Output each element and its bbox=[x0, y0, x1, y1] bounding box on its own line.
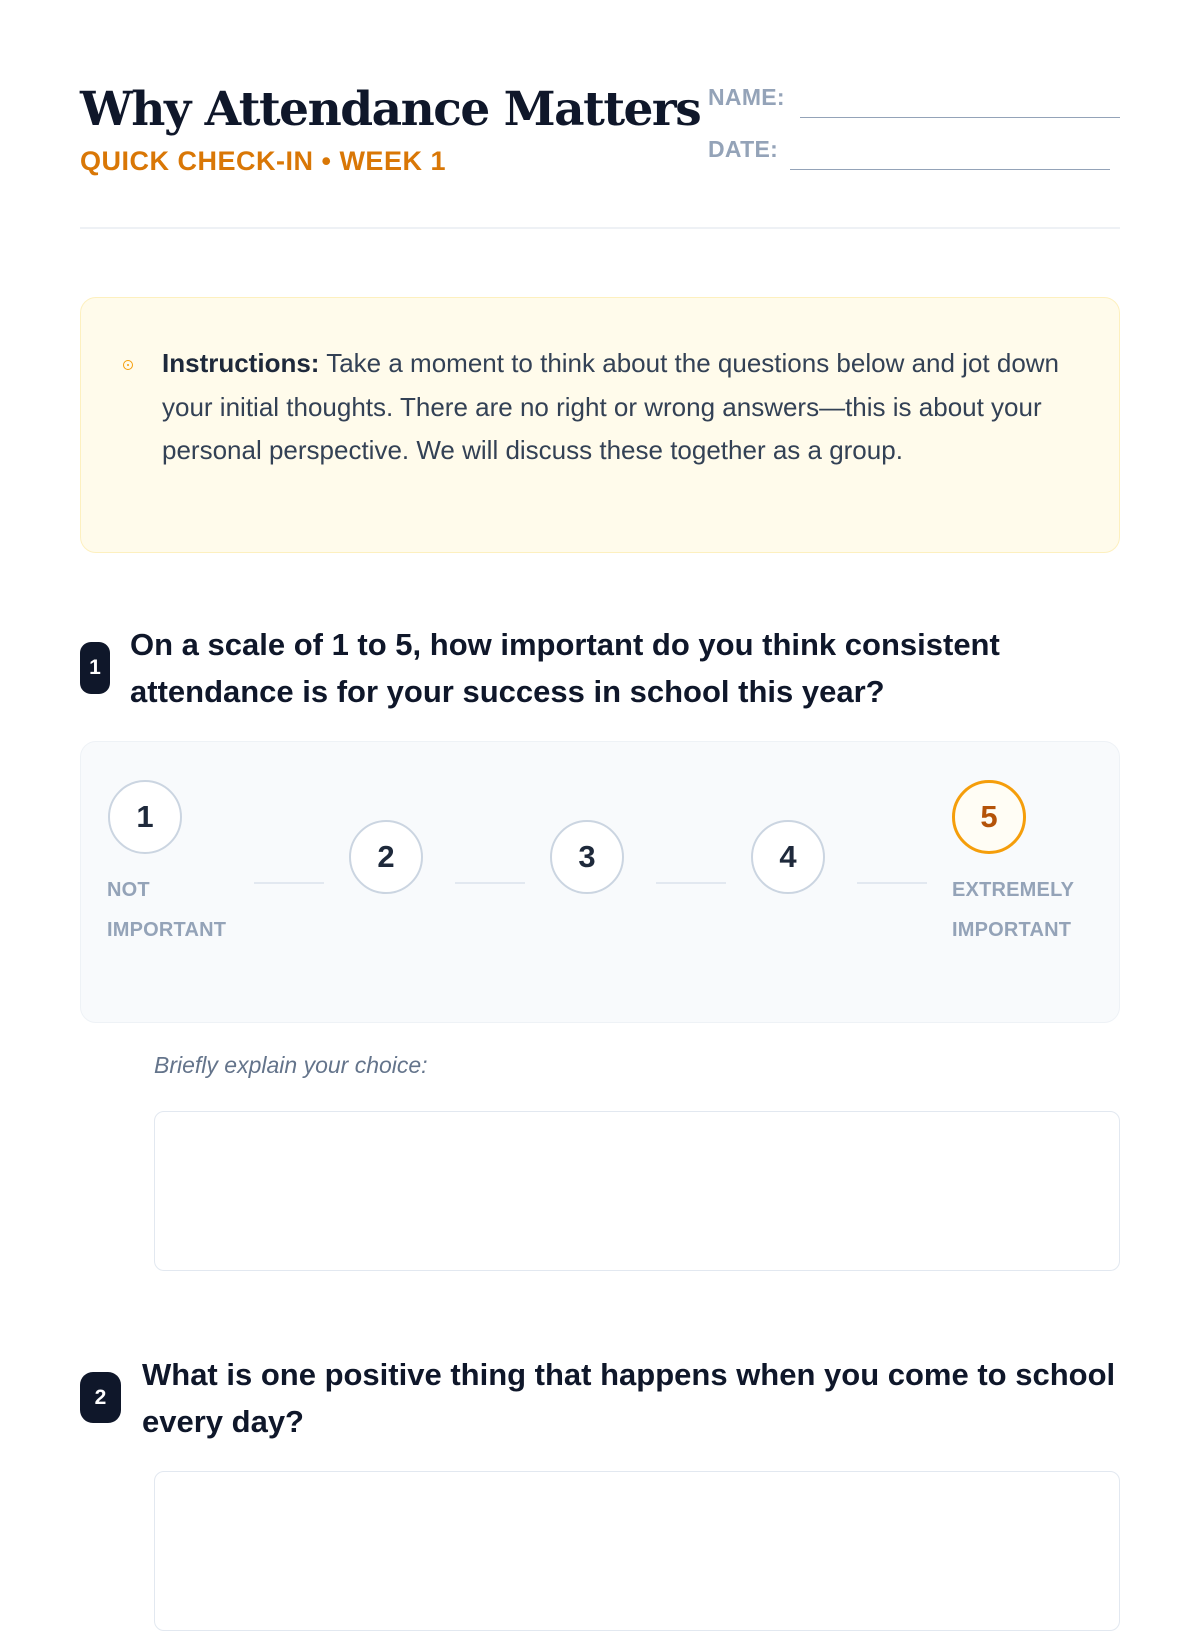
name-input-line[interactable] bbox=[800, 117, 1120, 118]
page-subtitle: QUICK CHECK-IN • WEEK 1 bbox=[80, 146, 446, 176]
date-input-line[interactable] bbox=[790, 169, 1110, 170]
question-number-badge: 2 bbox=[80, 1372, 121, 1423]
scale-option-1[interactable]: 1 bbox=[108, 780, 182, 854]
scale-option-5[interactable]: 5 bbox=[952, 780, 1026, 854]
question-1-text: On a scale of 1 to 5, how important do you think consistent attendance is for your success in school this year? bbox=[130, 627, 1000, 709]
scale-connector bbox=[455, 882, 525, 884]
scale-connector bbox=[857, 882, 927, 884]
scale-connector bbox=[254, 882, 324, 884]
name-label: NAME: bbox=[708, 84, 785, 110]
explain-prompt: Briefly explain your choice: bbox=[154, 1052, 428, 1078]
header-divider bbox=[80, 227, 1120, 229]
scale-low-label: NOT IMPORTANT bbox=[107, 879, 227, 941]
scale-high-label: EXTREMELY IMPORTANT bbox=[952, 879, 1074, 941]
answer-1-textbox[interactable] bbox=[154, 1111, 1120, 1271]
instructions-box bbox=[80, 297, 1120, 553]
instructions-text bbox=[162, 342, 1076, 473]
question-2-text: What is one positive thing that happens when you come to school every day? bbox=[142, 1357, 1116, 1439]
scale-connector bbox=[656, 882, 726, 884]
info-dot-icon bbox=[123, 360, 133, 370]
rating-scale bbox=[80, 741, 1120, 1023]
page-title: Why Attendance Matters bbox=[80, 82, 701, 137]
instructions-label: Instructions: bbox=[162, 348, 320, 378]
question-number-badge: 1 bbox=[80, 642, 110, 694]
scale-option-2[interactable]: 2 bbox=[349, 820, 423, 894]
worksheet-page bbox=[80, 0, 1120, 1600]
date-label: DATE: bbox=[708, 136, 779, 162]
answer-2-textbox[interactable] bbox=[154, 1471, 1120, 1631]
name-field[interactable] bbox=[708, 84, 1120, 118]
scale-option-3[interactable]: 3 bbox=[550, 820, 624, 894]
scale-option-4[interactable]: 4 bbox=[751, 820, 825, 894]
instructions-body: Take a moment to think about the questions below and jot down your initial thoughts. There are no right or wrong answers—this is about your personal perspective. We will discuss these together as a group. bbox=[162, 348, 1060, 465]
date-field[interactable] bbox=[708, 136, 1120, 170]
